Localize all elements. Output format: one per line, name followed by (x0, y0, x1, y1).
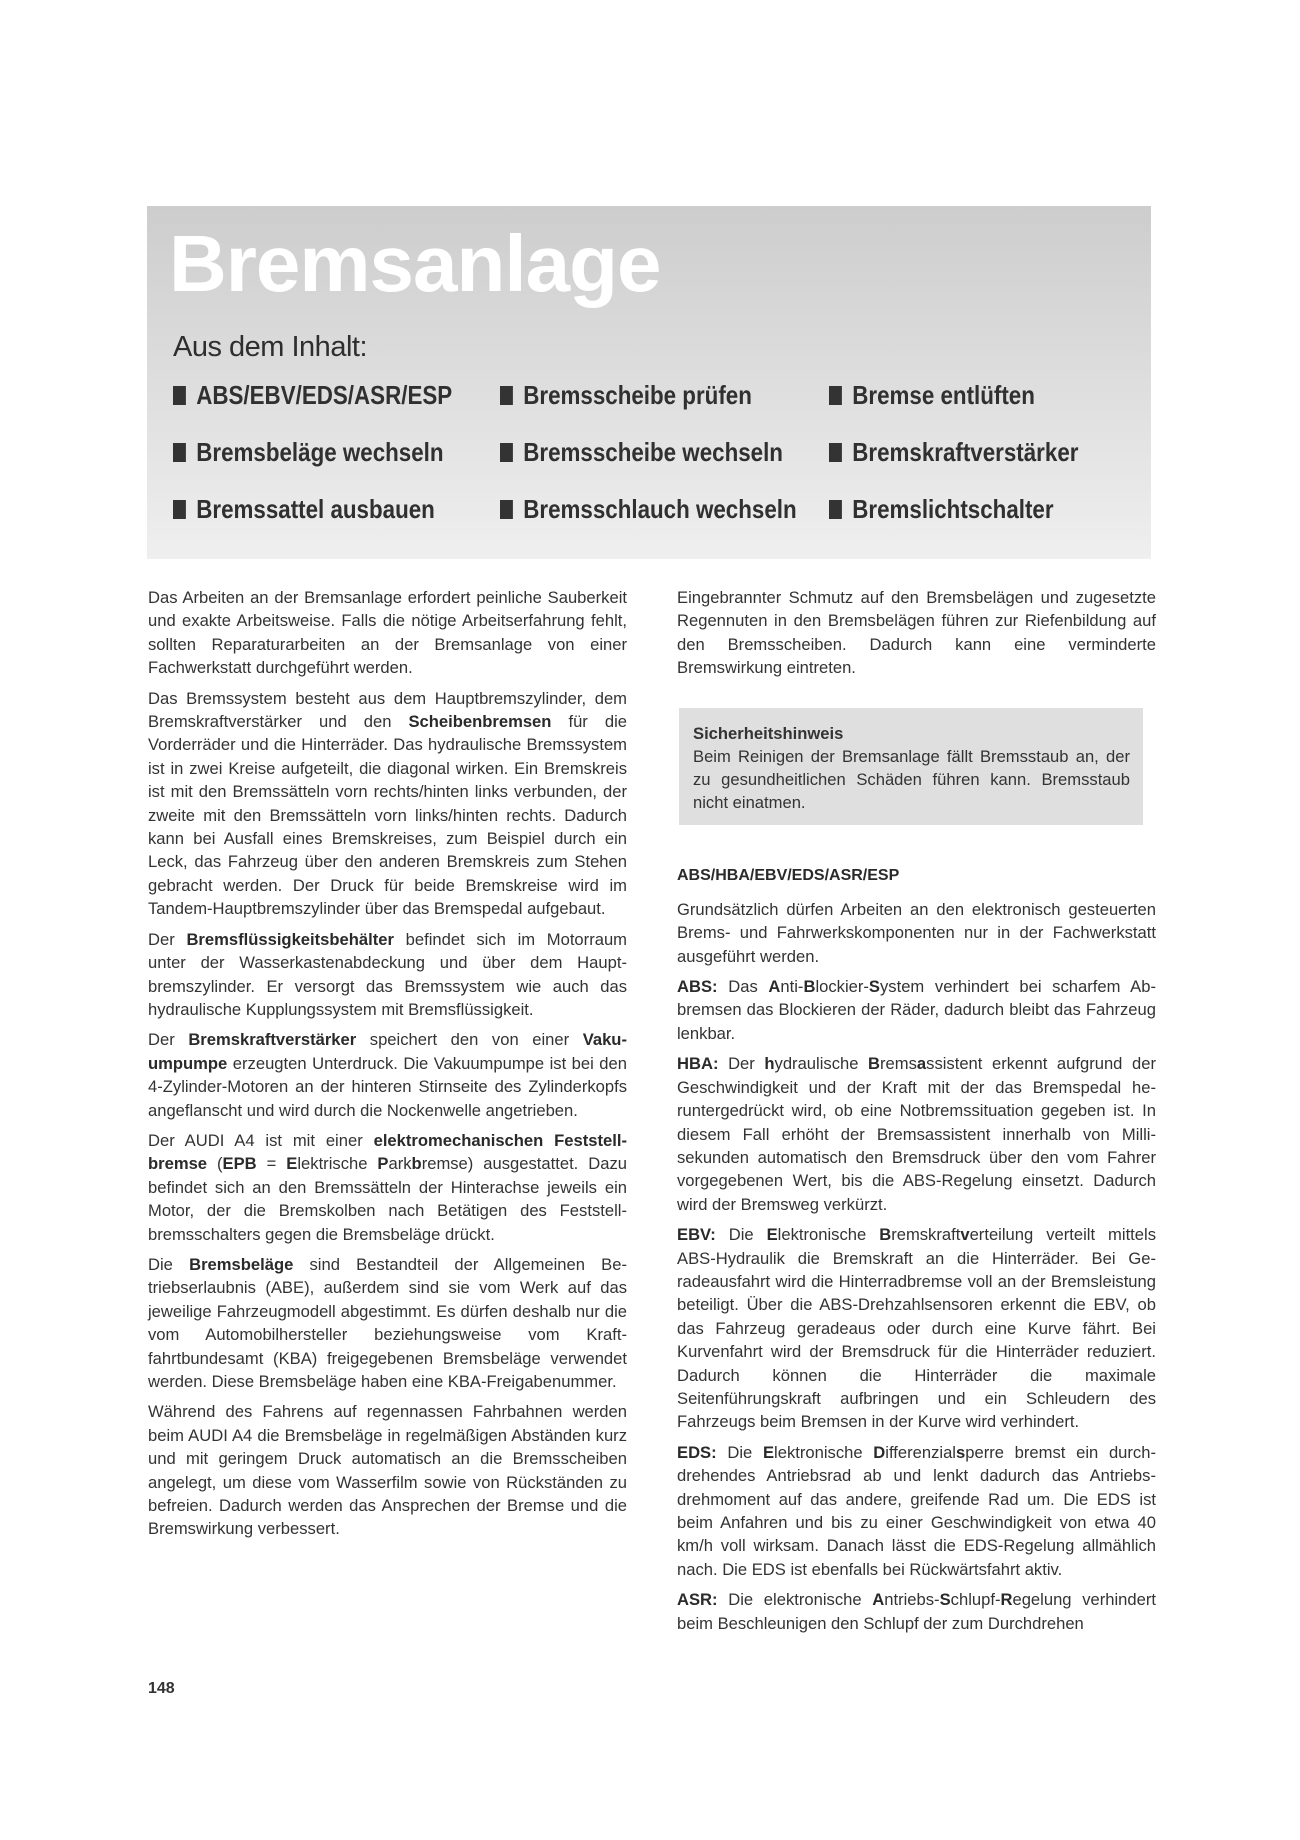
contents-item-bremslichtschalter[interactable] (829, 490, 1104, 528)
contents-item-bremsscheibe-wechseln[interactable] (500, 433, 783, 471)
bold-term: Bremskraftverstärker (188, 1030, 357, 1050)
bold-letter: a (916, 1054, 927, 1074)
paragraph-eds (677, 1441, 1156, 1581)
contents-item-label: Bremse entlüften (852, 379, 1035, 410)
text: Das (717, 977, 769, 997)
text: lektronische (777, 1225, 880, 1245)
bold-letter: S (868, 977, 880, 997)
text: ydraulische (774, 1054, 869, 1074)
bold-letter: E (286, 1154, 298, 1174)
text: ark (388, 1154, 412, 1174)
bold-letter: D (873, 1442, 886, 1462)
bold-term: Scheibenbremsen (408, 712, 552, 732)
square-bullet-icon (173, 443, 186, 462)
bold-letter: E (762, 1442, 775, 1462)
text: für die Vorderräder und die Hinterräder. Das hydraulische Bremssystem ist in zwei Kreise aufgeteilt, die diagonal wirken. Ein Bremskreis ist mit den Bremssätteln vorn rechts/hinten links verbunden, der zweite mit den Bremssätteln vorn links/hinten rechts. Dadurch kann bei Ausfall eines Bremskreises, zum Beispiel durch ein Leck, das Fahrzeug über den anderen Bremskreis zum Stehen gebracht werden. Der Druck für beide Bremskreise wird im Tandem-Hauptbremszylinder über das Bremspedal aufgebaut. (148, 712, 628, 919)
contents-item-label: Bremssattel ausbauen (196, 493, 435, 524)
section-heading-abs-hba: ABS/HBA/EBV/EDS/ASR/ESP (677, 866, 900, 884)
text: Die (148, 1254, 190, 1274)
text: befindet sich im Motorraum unter der Wasserkastenabdeckung und über dem Hauptbremszylinder. Er versorgt das Bremssystem wie auch das hydraulische Kupplungssystem mit Bremsflüssigkeit. (148, 929, 627, 1019)
text: egelung verhindert beim Beschleunigen den Schlupf der zum Durchdrehen (677, 1590, 1156, 1633)
safety-notice-title: Sicherheitshinweis (693, 723, 844, 743)
bold-letter: P (377, 1154, 389, 1174)
term-label: EBV: (677, 1225, 716, 1245)
text: Das Bremssystem besteht aus dem Hauptbremszylinder, dem Bremskraftverstärker und den (148, 688, 627, 732)
bold-letter: B (868, 1054, 881, 1074)
right-text-column (677, 586, 1156, 1642)
text: sind Bestandteil der Allgemeinen Betriebserlaubnis (ABE), außerdem sind sie vom Werk auf das jeweilige Fahrzeugmodell abgestimmt. Es dürfen deshalb nur die vom Automobilhersteller beziehungsweise vom Kraftfahrtbundesamt (KBA) freigegebenen Bremsbeläge verwendet werden. Diese Bremsbeläge haben eine KBA-Freigabenummer. (148, 1254, 628, 1391)
bold-letter: s (956, 1442, 966, 1462)
page-number: 148 (148, 1680, 175, 1697)
square-bullet-icon (173, 386, 186, 405)
text: nti- (780, 977, 804, 997)
paragraph-asr (677, 1588, 1156, 1635)
term-label: EDS: (677, 1442, 717, 1462)
bold-letter: R (1000, 1590, 1013, 1610)
bold-letter: B (879, 1225, 892, 1245)
paragraph-feststellbremse (148, 1129, 627, 1246)
bold-term: Vakuumpumpe (148, 1030, 627, 1073)
text: erteilung verteilt mittels ABS-Hydraulik die Bremskraft an die Hinterräder. Bei Geradeausfahrt wird die Hinterradbremse voll an der Bremsleistung beteiligt. Über die ABS-Drehzahlsensoren erkennt die EBV, ob das Fahrzeug geradeaus oder durch eine Kurve fährt. Bei Kurvenfahrt wird der Bremsdruck für die Hinterräder reduziert. Dadurch können die Hinterräder die maximale Seitenführungskraft aufbringen und ein Schleudern des Fahrzeugs beim Bremsen in der Kurve wird verhindert. (677, 1225, 1156, 1432)
contents-item-abs-ebv-eds-asr-esp[interactable] (173, 376, 454, 414)
text: Die elektronische (717, 1590, 873, 1610)
paragraph-hba (677, 1052, 1156, 1216)
square-bullet-icon (500, 500, 513, 519)
contents-item-label: Bremsbeläge wechseln (196, 436, 444, 467)
paragraph-ebv (677, 1223, 1156, 1434)
paragraph-bremskraftverstaerker (148, 1028, 627, 1122)
contents-item-bremse-entlueften[interactable] (829, 376, 1104, 414)
text: chlupf- (950, 1590, 1001, 1610)
bold-letter: h (764, 1054, 775, 1074)
contents-item-label: Bremsscheibe prüfen (523, 379, 752, 410)
square-bullet-icon (829, 443, 842, 462)
contents-item-bremskraftverstaerker[interactable] (829, 433, 1104, 471)
contents-item-label: Bremslichtschalter (852, 493, 1054, 524)
text: ntriebs- (884, 1590, 940, 1610)
text: lektronische (774, 1442, 874, 1462)
paragraph-eingebrannter-schmutz: Eingebrannter Schmutz auf den Bremsbelägen und zugesetzte Regennuten in den Bremsbelägen führen zur Riefenbildung auf den Bremsscheiben. Dadurch kann eine verminderte Bremswirkung eintreten. (677, 588, 1156, 678)
square-bullet-icon (829, 386, 842, 405)
contents-item-label: Bremsscheibe wechseln (523, 436, 783, 467)
safety-notice-text: Beim Reinigen der Bremsanlage fällt Bremsstaub an, der zu gesundheitlichen Schäden führen kann. Bremsstaub nicht einatmen. (693, 746, 1130, 813)
safety-notice-box (679, 708, 1143, 825)
text: Der (148, 929, 187, 949)
text: Der (148, 1030, 189, 1050)
bold-term: elektromechanischen Feststellbremse (148, 1130, 627, 1174)
text: = (256, 1154, 287, 1174)
term-label: HBA: (677, 1054, 719, 1074)
text: speichert den von einer (356, 1030, 583, 1050)
contents-item-bremssattel-ausbauen[interactable] (173, 490, 454, 528)
term-label: ABS: (677, 977, 718, 997)
chapter-title: Bremsanlage (169, 219, 661, 308)
bold-letter: b (411, 1154, 422, 1174)
square-bullet-icon (500, 443, 513, 462)
square-bullet-icon (173, 500, 186, 519)
contents-item-label: ABS/EBV/EDS/ASR/ESP (196, 379, 453, 410)
contents-list (173, 376, 1153, 528)
contents-item-bremsschlauch-wechseln[interactable] (500, 490, 797, 528)
chapter-header (147, 206, 1151, 559)
text: ssistent erkennt aufgrund der Geschwindigkeit und der Kraft mit der das Bremspedal heruntergedrückt wird, ob eine Notbremssituation gegeben ist. In diesem Fall erhöht der Bremsassistent innerhalb von Millisekunden automatisch den Bremsdruck über den vom Fahrer vorgegebenen Wert, bis die ABS-Regelung einsetzt. Dadurch wird der Bremsweg verkürzt. (677, 1054, 1156, 1214)
text: Die (715, 1225, 767, 1245)
text: Die (716, 1442, 763, 1462)
text: ystem verhindert bei scharfem Abbremsen das Blockieren der Räder, dadurch bleibt das Fahrzeug lenkbar. (677, 977, 1156, 1043)
bold-letter: B (803, 977, 816, 997)
text: remse) ausgestattet. Dazu befindet sich an den Bremssätteln der Hinterachse jeweils ein Motor, der die Bremskolben nach Betätigen des Feststellbremsschalters gegen die Bremsbeläge drückt. (148, 1154, 627, 1244)
paragraph-bremssystem (148, 687, 627, 921)
text: ( (207, 1154, 223, 1174)
square-bullet-icon (500, 386, 513, 405)
text: perre bremst ein durchdrehendes Antriebsrad ab und lenkt dadurch das Antriebsdrehmoment auf das andere, greifende Rad um. Die EDS ist beim Anfahren und bis zu einer Geschwindigkeit von etwa 40 km/h voll wirksam. Danach lässt die EDS-Regelung allmählich nach. Die EDS ist ebenfalls bei Rückwärtsfahrt aktiv. (677, 1442, 1156, 1579)
paragraph-intro: Das Arbeiten an der Bremsanlage erfordert peinliche Sauberkeit und exakte Arbeitsweise. Falls die nötige Arbeitserfahrung fehlt, sollten Reparaturarbeiten an der Bremsanlage von einer Fachwerkstatt durchgeführt werden. (148, 588, 627, 678)
contents-label: Aus dem Inhalt: (173, 331, 367, 363)
bold-letter: v (960, 1225, 970, 1245)
text: Der (718, 1054, 765, 1074)
bold-letter: A (768, 977, 781, 997)
term-label: ASR: (677, 1590, 718, 1610)
contents-item-label: Bremskraftverstärker (852, 436, 1079, 467)
paragraph-regennasse-fahrbahnen: Während des Fahrens auf regennassen Fahrbahnen werden beim AUDI A4 die Bremsbeläge in regelmäßigen Abständen kurz und mit geringem Druck automatisch an die Bremsscheiben angelegt, um diese vom Wasserfilm sowie von Rückständen zu befreien. Dadurch werden das Ansprechen der Bremse und die Bremswirkung verbessert. (148, 1402, 627, 1539)
paragraph-grundsaetzlich: Grundsätzlich dürfen Arbeiten an den elektronisch gesteuerten Brems- und Fahrwerkskomponenten nur in der Fachwerkstatt ausgeführt werden. (677, 899, 1156, 966)
bold-term: Bremsbeläge (189, 1254, 294, 1274)
bold-term: Bremsflüssigkeitsbehälter (186, 929, 394, 949)
text: ifferenzial (885, 1442, 956, 1462)
bold-term: EPB (222, 1154, 257, 1174)
square-bullet-icon (829, 500, 842, 519)
text: erzeugten Unterdruck. Die Vakuumpumpe ist bei den 4-Zylinder-Motoren an der hinteren Stirnseite des Zylinderkopfs angeflanscht und wird durch die Nockenwelle angetrieben. (148, 1053, 627, 1120)
contents-item-bremsbelaege-wechseln[interactable] (173, 433, 454, 471)
left-text-column (148, 586, 627, 1548)
contents-item-bremsscheibe-pruefen[interactable] (500, 376, 783, 414)
bold-letter: A (872, 1590, 885, 1610)
text: lockier- (815, 977, 869, 997)
paragraph-bremsfluessigkeitsbehaelter (148, 928, 627, 1022)
text: lektrische (297, 1154, 378, 1174)
text: Der AUDI A4 ist mit einer (148, 1130, 374, 1150)
bold-letter: E (766, 1225, 778, 1245)
text: rems (880, 1054, 917, 1074)
text: remskraft (891, 1225, 961, 1245)
paragraph-abs (677, 975, 1156, 1045)
contents-item-label: Bremsschlauch wechseln (523, 493, 797, 524)
bold-letter: S (939, 1590, 951, 1610)
paragraph-bremsbelaege (148, 1253, 627, 1393)
